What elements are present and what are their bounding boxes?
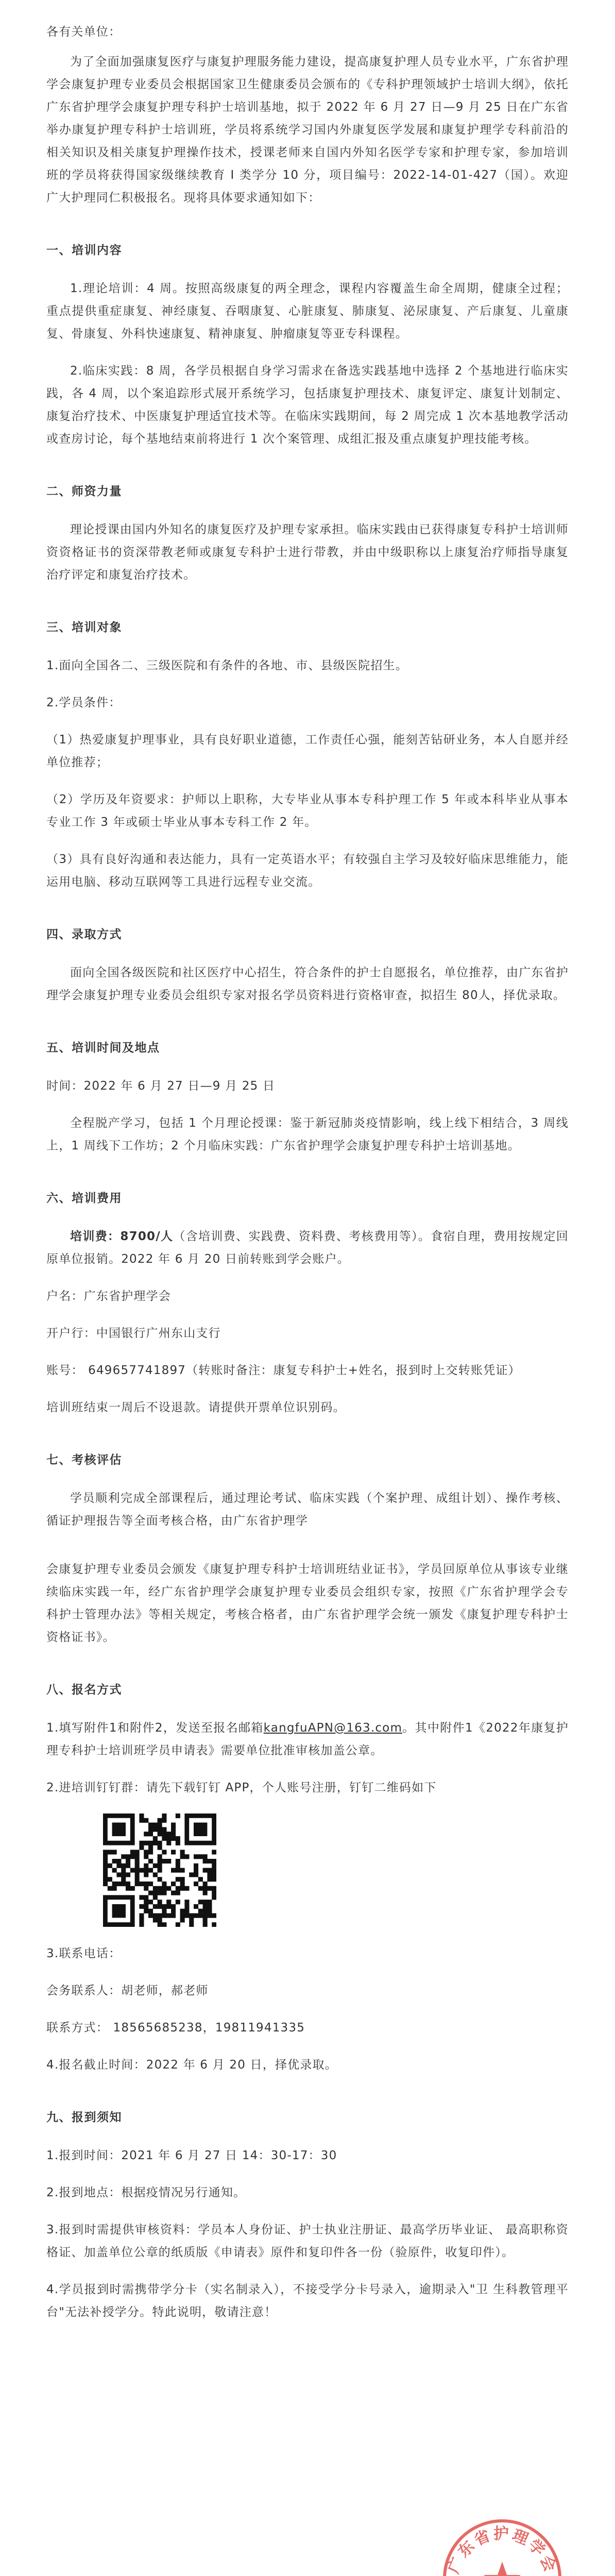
section-heading-faculty: 二、师资力量 xyxy=(46,485,122,498)
registration-step-2: 2.进培训钉钉群：请先下载钉钉 APP，个人账号注册，钉钉二维码如下 xyxy=(46,1781,437,1794)
refund-note: 培训班结束一周后不设退款。请提供开票单位识别码。 xyxy=(46,1401,346,1414)
assessment-paragraph-1: 学员顺利完成全部课程后，通过理论考试、临床实践（个案护理、成组计划）、操作考核、循证护理报告等全面考核合格，由广东省护理学 xyxy=(46,1492,569,1528)
section-heading-trainees: 三、培训对象 xyxy=(46,621,122,634)
account-name: 户名：广东省护理学会 xyxy=(46,1290,171,1303)
checkin-documents: 3.报到时需提供审核资料：学员本人身份证、护士执业注册证、最高学历毕业证、 最高职称资格证、加盖单位公章的纸质版《申请表》原件和复印件各一份（验原件，收复印件）。 xyxy=(46,2223,569,2259)
registration-email-link[interactable]: kangfuAPN@163.com xyxy=(263,1721,403,1735)
checkin-credit-card: 4.学员报到时需携带学分卡（实名制录入），不接受学分卡号录入，逾期录入"卫 生科教管理平台"无法补授学分。特此说明，敬请注意！ xyxy=(46,2283,569,2319)
section-heading-fees: 六、培训费用 xyxy=(46,1192,122,1205)
section-heading-time-place: 五、培训时间及地点 xyxy=(46,1041,160,1055)
registration-step-1-text: 1.填写附件1和附件2，发送至报名邮箱 xyxy=(46,1721,264,1735)
contact-phone: 联系方式： 18565685238，19811941335 xyxy=(46,2021,305,2035)
training-schedule-paragraph: 全程脱产学习，包括 1 个月理论授课：鉴于新冠肺炎疫情影响，线上线下相结合，3 周线上，1 周线下工作坊；2 个月临床实践：广东省护理学会康复护理专科护士培训基地。 xyxy=(46,1116,569,1153)
checkin-time: 1.报到时间：2021 年 6 月 27 日 14：30-17：30 xyxy=(46,2149,337,2162)
section-heading-admission: 四、录取方式 xyxy=(46,928,122,941)
section-heading-assessment: 七、考核评估 xyxy=(46,1453,122,1467)
qr-code-icon xyxy=(103,1814,216,1927)
notice-body xyxy=(46,21,569,2324)
seal-arc-text: 广东省护理学会 xyxy=(445,2525,560,2576)
fee-details: （含培训费、实践费、资料费、考核费用等）。食宿自理，费用按规定回原单位报销。2022 年 6 月 20 日前转账到学会账户。 xyxy=(46,1230,569,1266)
trainee-conditions-label: 2.学员条件： xyxy=(46,696,122,709)
fee-paragraph xyxy=(46,1225,569,1270)
registration-step-1-note: 。其中附件1《2022年康复护理专科护士培训班学员申请表》需要单位批准审核加盖公章。 xyxy=(46,1721,569,1757)
official-seal xyxy=(438,2514,567,2576)
section-heading-registration: 八、报名方式 xyxy=(46,1683,122,1697)
checkin-place: 2.报到地点：根据疫情况另行通知。 xyxy=(46,2186,246,2199)
contact-person: 会务联系人：胡老师，郝老师 xyxy=(46,1984,209,1997)
faculty-paragraph: 理论授课由国内外知名的康复医疗及护理专家承担。临床实践由已获得康复专科护士培训师资资格证书的资深带教老师或康复专科护士进行带教，并由中级职称以上康复治疗师指导康复治疗评定和康复治疗技术。 xyxy=(46,523,569,582)
dingtalk-qr-code xyxy=(103,1814,216,1927)
account-bank: 开户行：中国银行广州东山支行 xyxy=(46,1327,221,1340)
section-heading-checkin: 九、报到须知 xyxy=(46,2111,122,2124)
fee-amount: 培训费：8700/人 xyxy=(70,1230,174,1243)
registration-deadline: 4.报名截止时间：2022 年 6 月 20 日，择优录取。 xyxy=(46,2058,337,2072)
trainee-condition-2: （2）学历及年资要求：护师以上职称，大专毕业从事本专科护理工作 5 年或本科毕业从事本专业工作 3 年或硕士毕业从事本专科工作 2 年。 xyxy=(46,793,569,829)
training-dates: 时间：2022 年 6 月 27 日—9 月 25 日 xyxy=(46,1079,276,1093)
salutation: 各有关单位： xyxy=(46,25,122,39)
intro-paragraph: 为了全面加强康复医疗与康复护理服务能力建设，提高康复护理人员专业水平，广东省护理学会康复护理专业委员会根据国家卫生健康委员会颁布的《专科护理领域护士培训大纲》，依托广东省护理学会康复护理专科护士培训基地，拟于 2022 年 6 月 27 日—9 月 25 日在广东省举办康复护理专科护士培训班，学员将系统学习国内外康复医学发展和康复护理学专科前沿的相关知识及相关康复护理操作技术，授课老师来自国内外知名医学专家和护理专家，参加培训班的学员将获得国家级继续教育 I 类学分 10 分，项目编号：2022-14-01-427（国）。欢迎广大护理同仁积极报名。现将具体要求通知如下： xyxy=(46,55,569,205)
account-number: 账号： 649657741897（转账时备注：康复专科护士+姓名，报到时上交转账凭证） xyxy=(46,1364,521,1377)
trainee-condition-1: （1）热爱康复护理事业，具有良好职业道德，工作责任心强，能刻苦钻研业务，本人自愿并经单位推荐； xyxy=(46,733,569,769)
seal-stamp-icon xyxy=(438,2514,567,2576)
admission-paragraph: 面向全国各级医院和社区医疗中心招生，符合条件的护士自愿报名，单位推荐，由广东省护理学会康复护理专业委员会组织专家对报名学员资料进行资格审查，拟招生 80人，择优录取。 xyxy=(46,966,569,1002)
clinical-practice-paragraph: 2.临床实践：8 周，各学员根据自身学习需求在备选实践基地中选择 2 个基地进行临床实践，各 4 周，以个案追踪形式展开系统学习，包括康复护理技术、康复评定、康复计划制定、康复治疗技术、中医康复护理适宜技术等。在临床实践期间，每 2 周完成 1 次本基地教学活动或查房讨论，每个基地结束前将进行 1 次个案管理、成组汇报及重点康复护理技能考核。 xyxy=(46,364,569,446)
trainee-condition-3: （3）具有良好沟通和表达能力，具有一定英语水平；有较强自主学习及较好临床思维能力，能运用电脑、移动互联网等工具进行远程专业交流。 xyxy=(46,853,569,889)
theory-training-paragraph: 1.理论培训：4 周。按照高级康复的两全理念，课程内容覆盖生命全周期，健康全过程；重点提供重症康复、神经康复、吞咽康复、心脏康复、肺康复、泌尿康复、产后康复、儿童康复、骨康复、外科快速康复、精神康复、肿瘤康复等亚专科课程。 xyxy=(46,282,569,341)
assessment-paragraph-2: 会康复护理专业委员会颁发《康复护理专科护士培训班结业证书》，学员回原单位从事该专业继续临床实践一年，经广东省护理学会康复护理专业委员会组织专家，按照《广东省护理学会专科护士管理办法》等相关规定，考核合格者，由广东省护理学会统一颁发《康复护理专科护士资格证书》。 xyxy=(46,1563,569,1644)
registration-step-1 xyxy=(46,1717,569,1762)
section-heading-content: 一、培训内容 xyxy=(46,244,122,257)
trainee-scope: 1.面向全国各二、三级医院和有条件的各地、市、县级医院招生。 xyxy=(46,659,408,672)
registration-step-3: 3.联系电话： xyxy=(46,1947,122,1960)
